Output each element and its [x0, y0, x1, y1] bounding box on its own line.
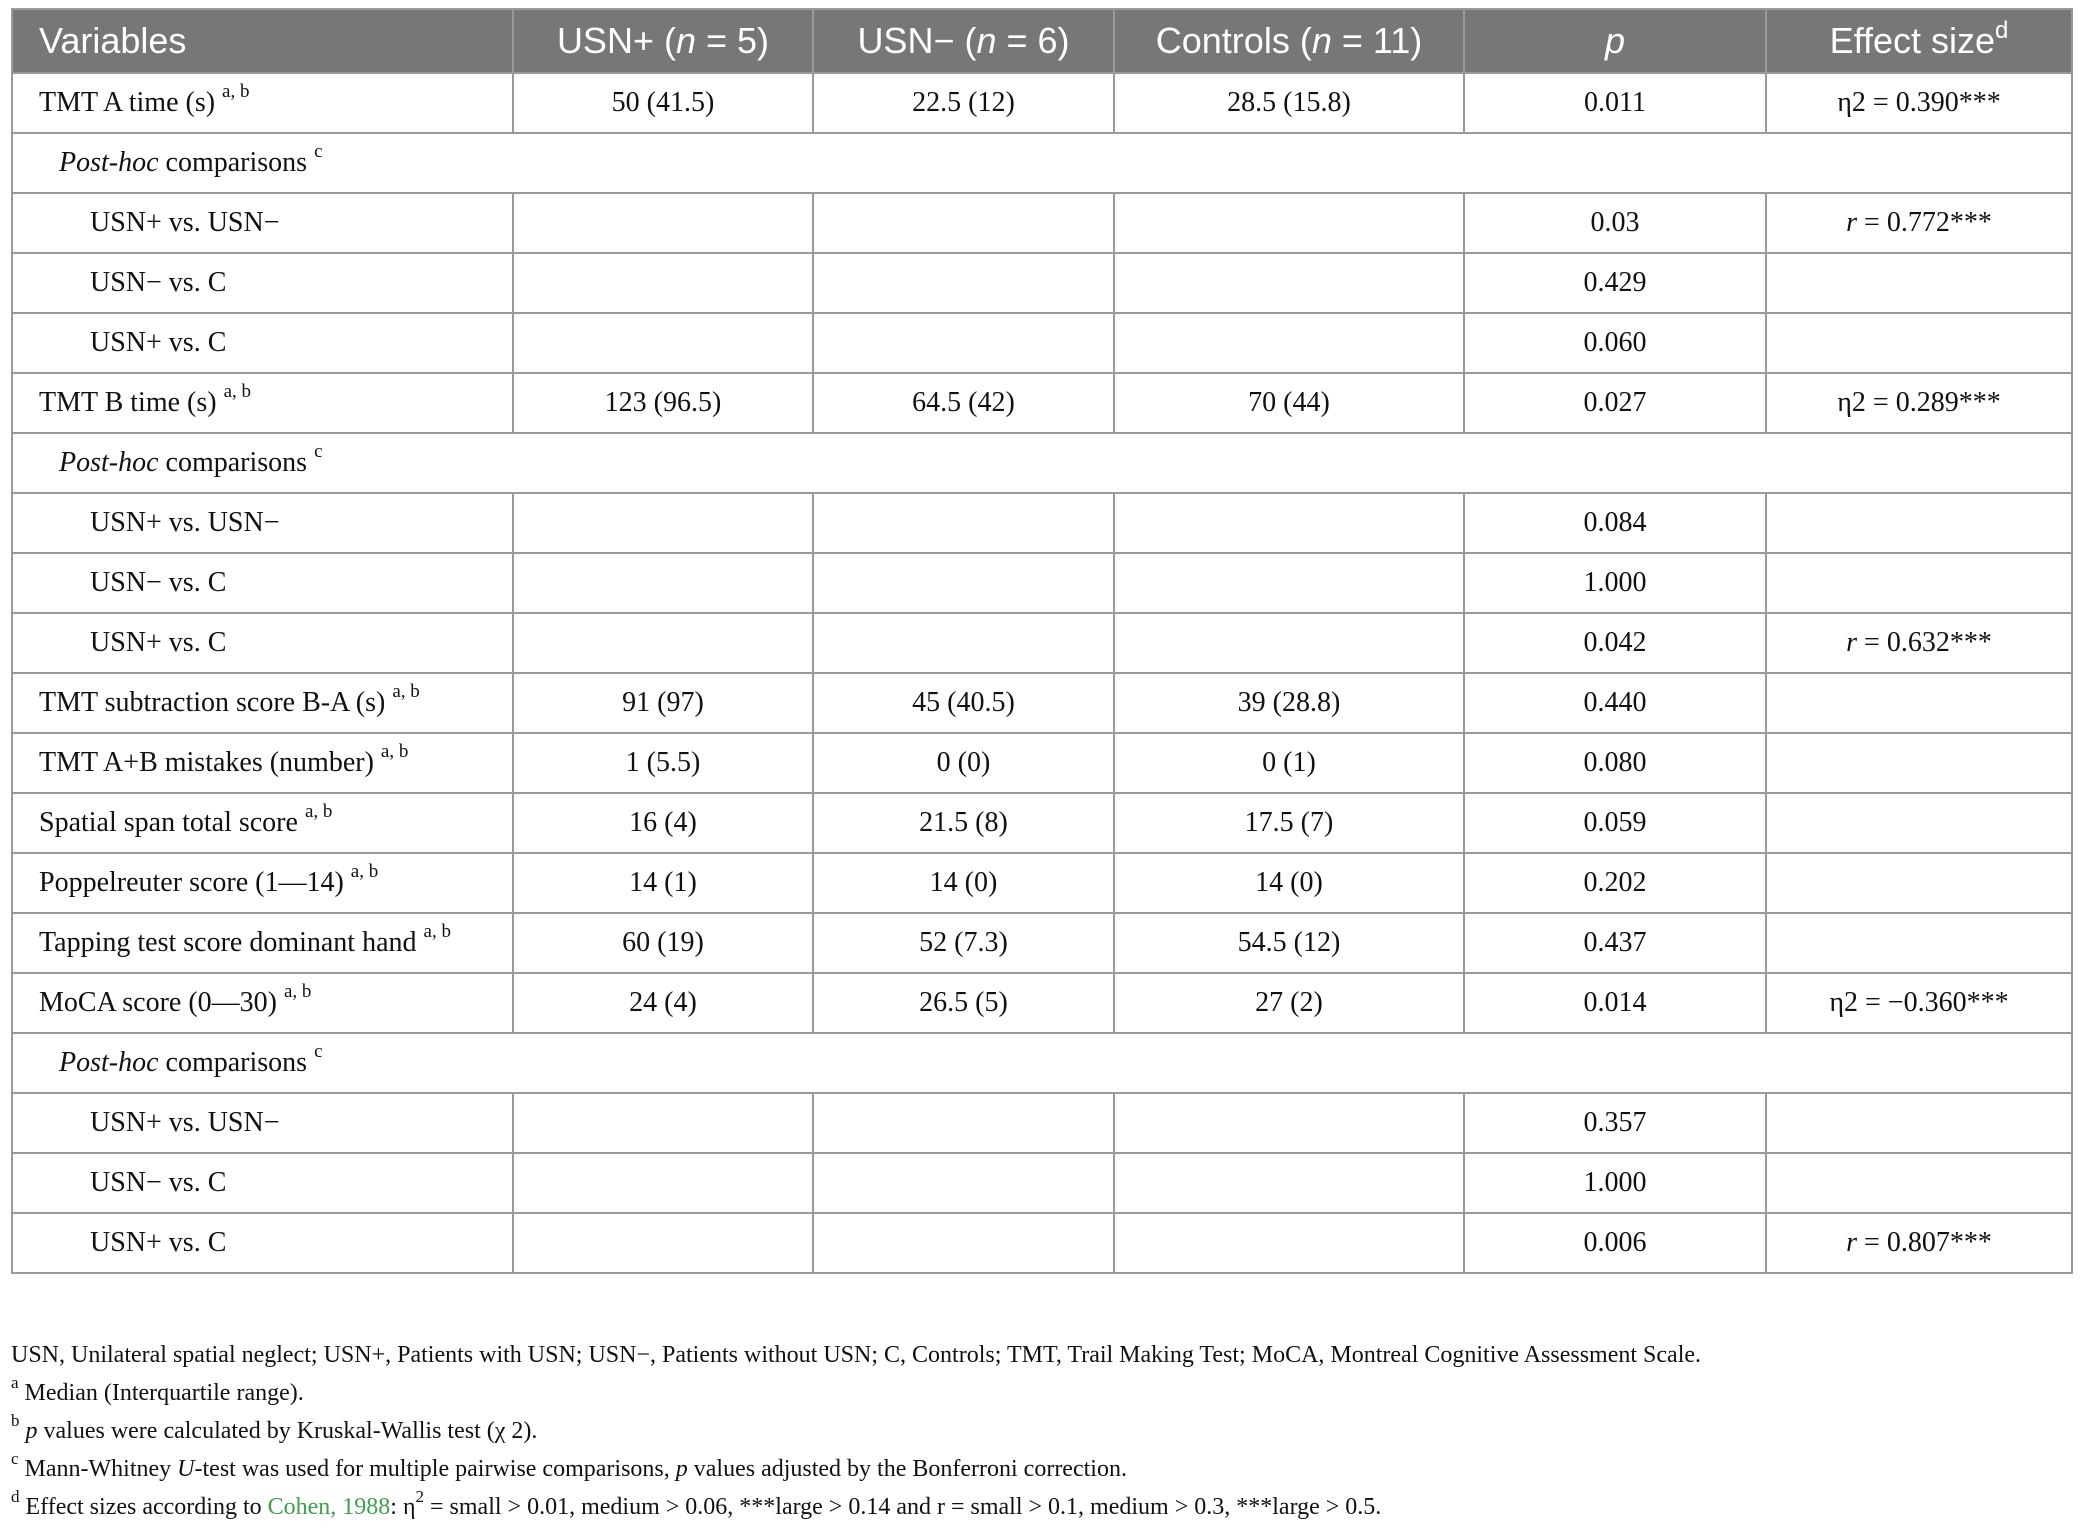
p-value: 0.014: [1464, 973, 1766, 1033]
effect-size-value: [1766, 493, 2072, 553]
header-controls-suffix: = 11): [1331, 20, 1423, 61]
row-label-text: USN+ vs. C: [90, 327, 227, 358]
footnote-a: [11, 1374, 2071, 1412]
effect-size-symbol: r: [1846, 1227, 1858, 1258]
table-row: [12, 853, 2072, 913]
usn-plus-value: [513, 193, 813, 253]
header-controls-prefix: Controls (: [1155, 20, 1312, 61]
usn-minus-value: [813, 1213, 1114, 1273]
table-row: [12, 793, 2072, 853]
header-usn-minus-n: n: [976, 20, 997, 61]
usn-plus-value: [513, 1093, 813, 1153]
controls-value: 27 (2): [1114, 973, 1464, 1033]
table-row: [12, 493, 2072, 553]
controls-value: [1114, 313, 1464, 373]
row-label: [12, 673, 513, 733]
row-label: [12, 1153, 513, 1213]
usn-minus-value: 45 (40.5): [813, 673, 1114, 733]
table-row: [12, 133, 2072, 193]
p-value: 0.440: [1464, 673, 1766, 733]
footnote-c-italic2: p: [675, 1456, 688, 1482]
row-label: [12, 373, 513, 433]
row-label-superscript: c: [314, 1040, 323, 1062]
table-row: [12, 673, 2072, 733]
row-label: [12, 613, 513, 673]
row-label-text: USN− vs. C: [90, 567, 227, 598]
row-label-superscript: a, b: [392, 680, 420, 702]
footnote-abbreviations: USN, Unilateral spatial neglect; USN+, Patients with USN; USN−, Patients without USN; C, Controls; TMT, Trail Making Test; MoCA, Montreal Cognitive Assessment Scale.: [11, 1342, 1702, 1368]
usn-plus-value: 16 (4): [513, 793, 813, 853]
row-label-text: Poppelreuter score (1—14): [39, 867, 344, 898]
usn-minus-value: [813, 1093, 1114, 1153]
row-label-text: comparisons: [158, 1047, 308, 1078]
p-value: 0.042: [1464, 613, 1766, 673]
usn-plus-value: [513, 1213, 813, 1273]
row-label-italic: Post-hoc: [59, 147, 159, 178]
footnote-d-text3: = small > 0.01, medium > 0.06, ***large > 0.14 and r = small > 0.1, medium > 0.3, ***large > 0.5.: [424, 1494, 1382, 1520]
row-label-superscript: a, b: [283, 980, 312, 1002]
usn-minus-value: 0 (0): [813, 733, 1114, 793]
usn-minus-value: 64.5 (42): [813, 373, 1114, 433]
row-label: [12, 913, 513, 973]
row-label-text: TMT A+B mistakes (number): [39, 747, 374, 778]
controls-value: 39 (28.8): [1114, 673, 1464, 733]
usn-minus-value: [813, 493, 1114, 553]
controls-value: [1114, 1153, 1464, 1213]
row-label-superscript: a, b: [380, 740, 409, 762]
row-label: [12, 1213, 513, 1273]
row-label: [12, 1093, 513, 1153]
usn-plus-value: 60 (19): [513, 913, 813, 973]
table-row: [12, 1213, 2072, 1273]
usn-minus-value: 22.5 (12): [813, 73, 1114, 133]
controls-value: [1114, 553, 1464, 613]
header-usn-plus-suffix: = 5): [696, 20, 770, 61]
usn-minus-value: [813, 553, 1114, 613]
header-variables: Variables: [12, 9, 513, 73]
table-row: [12, 73, 2072, 133]
effect-size-text: = 0.632***: [1857, 627, 1992, 658]
usn-minus-value: [813, 1153, 1114, 1213]
p-value: 0.357: [1464, 1093, 1766, 1153]
footnote-d: [11, 1488, 2071, 1526]
effect-size-text: = 0.807***: [1857, 1227, 1992, 1258]
usn-minus-value: 52 (7.3): [813, 913, 1114, 973]
effect-size-value: [1766, 853, 2072, 913]
row-label-text: USN− vs. C: [90, 267, 227, 298]
row-label-italic: Post-hoc: [59, 1047, 159, 1078]
controls-value: 17.5 (7): [1114, 793, 1464, 853]
usn-plus-value: 14 (1): [513, 853, 813, 913]
effect-size-value: [1766, 793, 2072, 853]
footnote-c-text3: values adjusted by the Bonferroni correction.: [687, 1456, 1127, 1482]
row-label: [12, 1033, 2072, 1093]
usn-minus-value: [813, 313, 1114, 373]
p-value: 0.027: [1464, 373, 1766, 433]
row-label-text: MoCA score (0—30): [39, 987, 277, 1018]
table-row: [12, 1153, 2072, 1213]
effect-size-value: [1766, 1153, 2072, 1213]
row-label-text: USN+ vs. USN−: [90, 207, 280, 238]
row-label: [12, 973, 513, 1033]
header-usn-plus-prefix: USN+ (: [556, 20, 676, 61]
usn-plus-value: [513, 313, 813, 373]
table-row: [12, 253, 2072, 313]
controls-value: 70 (44): [1114, 373, 1464, 433]
footnote-c-text1: Mann-Whitney: [18, 1456, 178, 1482]
row-label-superscript: a, b: [222, 80, 250, 102]
header-usn-plus: [513, 9, 813, 73]
effect-size-value: [1766, 313, 2072, 373]
header-controls-n: n: [1311, 20, 1332, 61]
controls-value: [1114, 193, 1464, 253]
controls-value: [1114, 1213, 1464, 1273]
row-label-text: USN+ vs. USN−: [90, 1107, 280, 1138]
p-value: 0.03: [1464, 193, 1766, 253]
row-label-superscript: a, b: [223, 380, 252, 402]
row-label: [12, 733, 513, 793]
row-label: [12, 853, 513, 913]
citation-link[interactable]: Cohen, 1988: [267, 1494, 391, 1520]
effect-size-value: [1766, 553, 2072, 613]
header-usn-minus: [813, 9, 1114, 73]
header-effect-size-sup: d: [1995, 17, 2009, 44]
row-label: [12, 193, 513, 253]
effect-size-value: [1766, 673, 2072, 733]
p-value: 0.006: [1464, 1213, 1766, 1273]
p-value: 0.429: [1464, 253, 1766, 313]
row-label: [12, 133, 2072, 193]
usn-minus-value: 26.5 (5): [813, 973, 1114, 1033]
row-label-text: comparisons: [158, 447, 308, 478]
effect-size-value: [1766, 1213, 2072, 1273]
table-row: [12, 1093, 2072, 1153]
effect-size-value: η2 = −0.360***: [1766, 973, 2072, 1033]
row-label: [12, 553, 513, 613]
table-row: [12, 433, 2072, 493]
effect-size-value: [1766, 913, 2072, 973]
table-row: [12, 973, 2072, 1033]
row-label: [12, 73, 513, 133]
usn-plus-value: 24 (4): [513, 973, 813, 1033]
p-value: 0.080: [1464, 733, 1766, 793]
effect-size-value: η2 = 0.289***: [1766, 373, 2072, 433]
usn-plus-value: [513, 493, 813, 553]
table-header: [12, 9, 2072, 73]
row-label-text: USN+ vs. C: [90, 627, 227, 658]
p-value: 0.059: [1464, 793, 1766, 853]
usn-plus-value: [513, 253, 813, 313]
row-label-text: USN− vs. C: [90, 1167, 227, 1198]
footnote-a-text: Median (Interquartile range).: [18, 1380, 304, 1406]
p-value: 0.060: [1464, 313, 1766, 373]
row-label-text: Spatial span total score: [39, 807, 298, 838]
footnote-c-italic1: U: [177, 1456, 195, 1482]
controls-value: 14 (0): [1114, 853, 1464, 913]
controls-value: [1114, 1093, 1464, 1153]
usn-minus-value: 14 (0): [813, 853, 1114, 913]
p-value: 1.000: [1464, 1153, 1766, 1213]
effect-size-value: [1766, 193, 2072, 253]
controls-value: [1114, 613, 1464, 673]
row-label: [12, 433, 2072, 493]
p-value: 1.000: [1464, 553, 1766, 613]
effect-size-symbol: r: [1846, 207, 1858, 238]
footnote-d-text1: Effect sizes according to: [19, 1494, 268, 1520]
usn-plus-value: [513, 1153, 813, 1213]
row-label-superscript: a, b: [423, 920, 451, 942]
table-row: [12, 553, 2072, 613]
effect-size-value: [1766, 613, 2072, 673]
footnote-c-text2: -test was used for multiple pairwise comparisons,: [194, 1456, 676, 1482]
row-label-superscript: c: [314, 140, 323, 162]
usn-minus-value: [813, 193, 1114, 253]
table-row: [12, 1033, 2072, 1093]
p-value: 0.084: [1464, 493, 1766, 553]
effect-size-symbol: r: [1846, 627, 1858, 658]
header-effect-size-label: Effect size: [1829, 20, 1996, 61]
header-row: [12, 9, 2072, 73]
table-row: [12, 733, 2072, 793]
controls-value: [1114, 493, 1464, 553]
usn-minus-value: [813, 613, 1114, 673]
header-usn-minus-prefix: USN− (: [857, 20, 977, 61]
footnote-b-text: values were calculated by Kruskal-Wallis test (χ 2).: [37, 1418, 538, 1444]
controls-value: 0 (1): [1114, 733, 1464, 793]
table-row: [12, 313, 2072, 373]
usn-plus-value: [513, 553, 813, 613]
table-row: [12, 193, 2072, 253]
footnote-b: [11, 1412, 2071, 1450]
header-controls: [1114, 9, 1464, 73]
controls-value: 54.5 (12): [1114, 913, 1464, 973]
footnote-d-mark: d: [11, 1487, 20, 1506]
footnote-c: [11, 1450, 2071, 1488]
controls-value: [1114, 253, 1464, 313]
row-label-superscript: c: [314, 440, 323, 462]
usn-plus-value: 123 (96.5): [513, 373, 813, 433]
usn-minus-value: 21.5 (8): [813, 793, 1114, 853]
row-label: [12, 793, 513, 853]
table-row: [12, 613, 2072, 673]
row-label-text: TMT subtraction score B-A (s): [39, 687, 386, 718]
header-usn-minus-suffix: = 6): [996, 20, 1070, 61]
table-footnotes: [11, 1336, 2071, 1526]
row-label-superscript: a, b: [304, 800, 333, 822]
footnote-b-mark: b: [11, 1411, 20, 1430]
row-label-text: USN+ vs. USN−: [90, 507, 280, 538]
effect-size-value: η2 = 0.390***: [1766, 73, 2072, 133]
usn-minus-value: [813, 253, 1114, 313]
row-label-text: TMT A time (s): [39, 87, 216, 118]
table-row: [12, 913, 2072, 973]
header-p: p: [1464, 9, 1766, 73]
effect-size-value: [1766, 1093, 2072, 1153]
row-label-text: TMT B time (s): [39, 387, 217, 418]
footnote-a-mark: a: [11, 1373, 19, 1392]
footnote-d-text2: : η: [390, 1494, 416, 1520]
results-table: [11, 8, 2073, 1274]
effect-size-text: = 0.772***: [1857, 207, 1992, 238]
row-label: [12, 493, 513, 553]
row-label: [12, 313, 513, 373]
p-value: 0.011: [1464, 73, 1766, 133]
footnote-c-mark: c: [11, 1449, 19, 1468]
p-value: 0.437: [1464, 913, 1766, 973]
row-label-text: USN+ vs. C: [90, 1227, 227, 1258]
usn-plus-value: 91 (97): [513, 673, 813, 733]
footnote-b-italic: p: [25, 1418, 38, 1444]
usn-plus-value: 50 (41.5): [513, 73, 813, 133]
usn-plus-value: [513, 613, 813, 673]
row-label-text: comparisons: [158, 147, 308, 178]
effect-size-value: [1766, 253, 2072, 313]
table-body: [12, 73, 2072, 1273]
row-label-superscript: a, b: [350, 860, 379, 882]
p-value: 0.202: [1464, 853, 1766, 913]
usn-plus-value: 1 (5.5): [513, 733, 813, 793]
footnote-d-sup: 2: [415, 1487, 425, 1506]
header-usn-plus-n: n: [675, 20, 696, 61]
controls-value: 28.5 (15.8): [1114, 73, 1464, 133]
header-effect-size: [1766, 9, 2072, 73]
table-row: [12, 373, 2072, 433]
row-label-italic: Post-hoc: [59, 447, 159, 478]
effect-size-value: [1766, 733, 2072, 793]
row-label-text: Tapping test score dominant hand: [39, 927, 417, 958]
row-label: [12, 253, 513, 313]
